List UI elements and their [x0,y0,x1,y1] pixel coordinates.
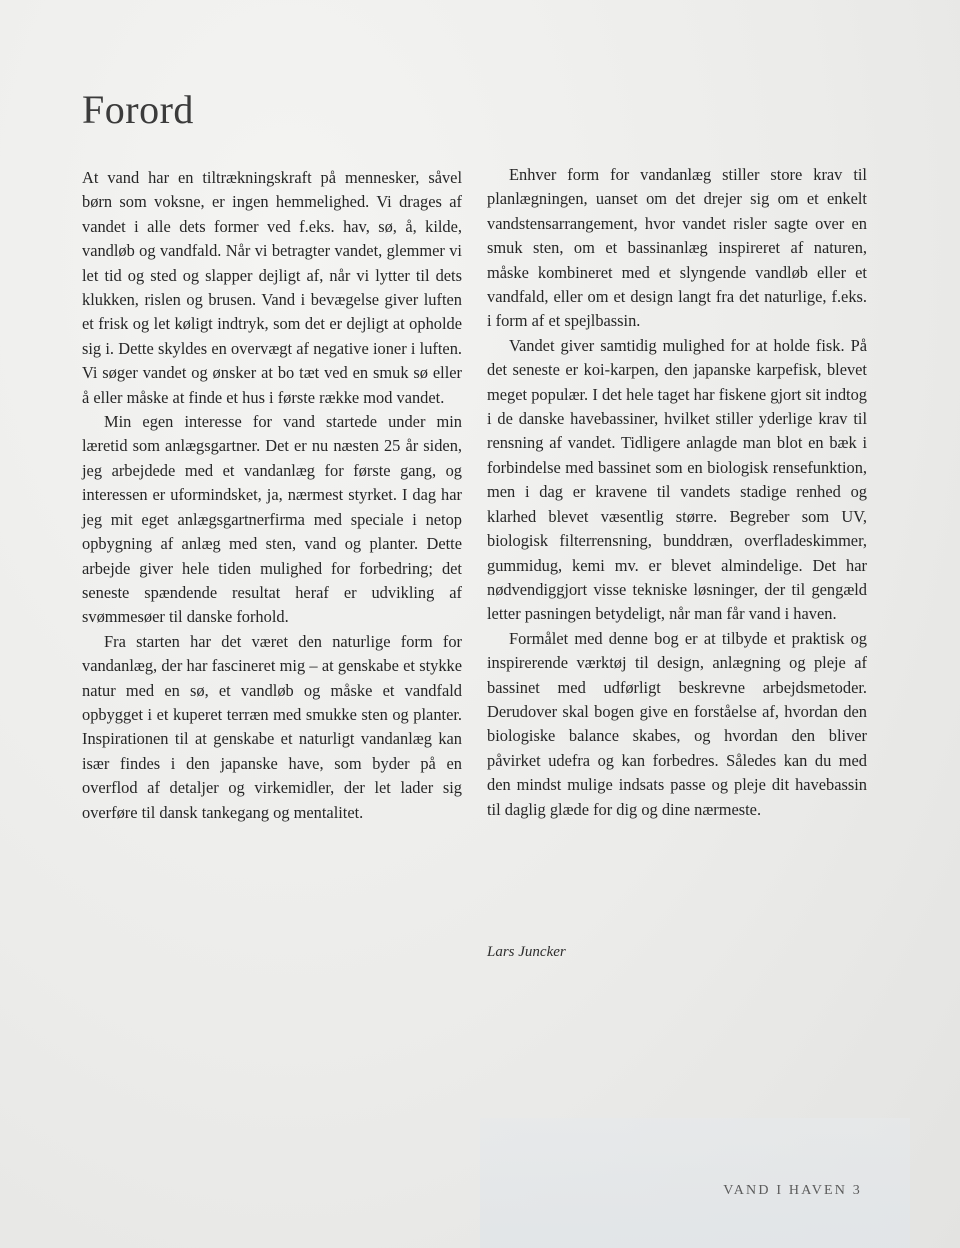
author-signature: Lars Juncker [487,944,566,960]
page-title: Forord [82,87,194,132]
paragraph: Vandet giver samtidig mulighed for at holde fisk. På det seneste er koi-karpen, den japanske karpefisk, blevet meget populær. I det hele taget har fiskene gjort sit indtog i de danske havebassiner, hvilket stiller yderlige krav til rensning af vandet. Tidligere anlagde man blot en bæk i forbindelse med bassinet som en biologisk rensefunktion, men i dag er kravene til vandets stadige renhed og klarhed blevet væsentlig større. Begreber som UV, biologisk filterrensning, bunddræn, overfladeskimmer, gummidug, kemi mv. er blevet almindelige. Det har nødvendiggjort visse tekniske løsninger, der til gengæld letter pasningen betydeligt, når man får vand i haven. [487,335,867,624]
paragraph: Formålet med denne bog er at tilbyde et praktisk og inspirerende værktøj til design, anlægning og pleje af bassinet med udførligt beskrevne arbejdsmetoder. Derudover skal bogen give en forståelse af, hvordan den biologiske balance skabes, og hvordan den bliver påvirket udefra og kan forbedres. Således kan du med den mindst mulige indsats passe og pleje dit havebassin til daglig glæde for dig og dine nærmeste. [487,628,867,819]
paragraph: Enhver form for vandanlæg stiller store krav til planlægningen, uanset om det drejer sig om et enkelt vandstensarrangement, hvor vandet risler sagte over en smuk sten, om et bassinanlæg inspireret af naturen, måske kombineret med et slyngende vandløb eller et vandfald, eller om et design langt fra det naturlige, f.eks. i form af et spejlbassin. [487,165,867,331]
right-text-column [487,163,867,822]
paragraph: At vand har en tiltrækningskraft på mennesker, såvel børn som voksne, er ingen hemmelighed. Vi drages af vandet i alle dets former ved f.eks. hav, sø, å, kilde, vandløb og vandfald. Når vi betragter vandet, glemmer vi let tid og sted og slapper dejligt af, når vi lytter til dets klukken, rislen og brusen. Vand i bevægelse giver luften et frisk og let køligt indtryk, som det er dejligt at opholde sig i. Dette skyldes en overvægt af negative ioner i luften. Vi søger vandet og ønsker at bo tæt ved en smuk sø eller å eller måske at finde et hus i første række mod vandet. [82,168,462,407]
paragraph: Fra starten har det været den naturlige form for vandanlæg, der har fascineret mig – at genskabe et stykke natur med en sø, et vandløb og måske et vandfald opbygget i et kuperet terræn med smukke sten og planter. Inspirationen til at genskabe et naturligt vandanlæg kan især findes i den japanske have, som byder på en overflod af detaljer og virkemidler, der let lader sig overføre til dansk tankegang og mentalitet. [82,631,462,822]
running-footer: VAND I HAVEN 3 [723,1183,862,1198]
left-text-column [82,166,462,825]
paragraph: Min egen interesse for vand startede under min læretid som anlægsgartner. Det er nu næsten 25 år siden, jeg arbejdede med et vandanlæg for første gang, og interessen er uformindsket, ja, nærmest styrket. I dag har jeg mit eget anlægsgartnerfirma med speciale i netop opbygning af anlæg med sten, vand og planter. Dette arbejde giver hele tiden mulighed for forbedring; det seneste spændende resultat heraf er udvikling af svømmesøer til danske forhold. [82,412,462,627]
